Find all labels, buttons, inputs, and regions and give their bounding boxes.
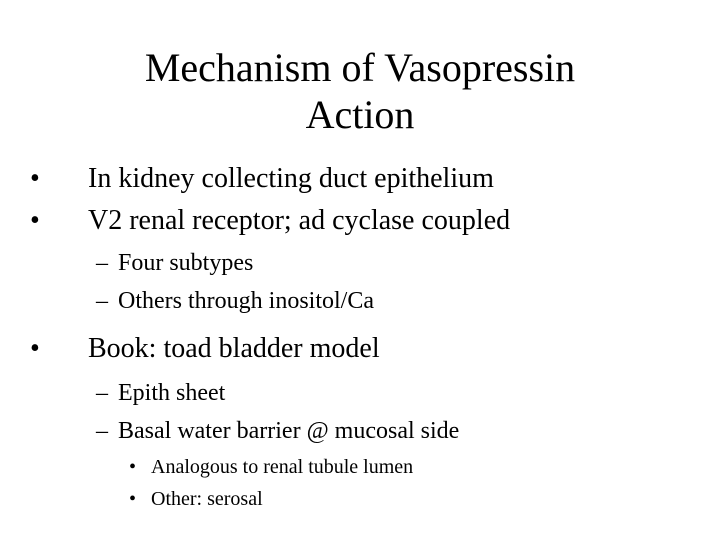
slide-title-line-1: Mechanism of Vasopressin xyxy=(144,45,576,90)
sub-bullet-item xyxy=(30,412,700,450)
slide-title xyxy=(60,44,660,138)
bullet-icon: • xyxy=(129,488,137,510)
bullet-text: V2 renal receptor; ad cyclase coupled xyxy=(88,205,511,236)
dash-icon: – xyxy=(96,288,108,314)
sub-bullet-text: Epith sheet xyxy=(118,380,226,406)
bullet-icon: • xyxy=(30,163,40,194)
bullet-item xyxy=(30,200,700,242)
sub-bullet-text: Basal water barrier @ mucosal side xyxy=(118,418,460,444)
sub-bullet-text: Others through inositol/Ca xyxy=(118,288,374,314)
dash-icon: – xyxy=(96,250,108,276)
sub-sub-bullet-text: Other: serosal xyxy=(151,488,263,510)
bullet-item xyxy=(30,158,700,200)
sub-sub-bullet-item xyxy=(30,451,700,483)
slide-body xyxy=(30,158,700,515)
bullet-icon: • xyxy=(30,333,40,364)
sub-bullet-item xyxy=(30,282,700,320)
dash-icon: – xyxy=(96,418,108,444)
bullet-text: Book: toad bladder model xyxy=(88,333,380,364)
dash-icon: – xyxy=(96,380,108,406)
bullet-icon: • xyxy=(129,456,137,478)
sub-bullet-item xyxy=(30,374,700,412)
bullet-text: In kidney collecting duct epithelium xyxy=(88,163,494,194)
sub-sub-bullet-item xyxy=(30,483,700,515)
bullet-item xyxy=(30,328,700,370)
slide-title-line-2: Action xyxy=(305,92,415,137)
sub-bullet-text: Four subtypes xyxy=(118,250,254,276)
sub-bullet-item xyxy=(30,244,700,282)
sub-sub-bullet-text: Analogous to renal tubule lumen xyxy=(151,456,414,478)
bullet-icon: • xyxy=(30,205,40,236)
